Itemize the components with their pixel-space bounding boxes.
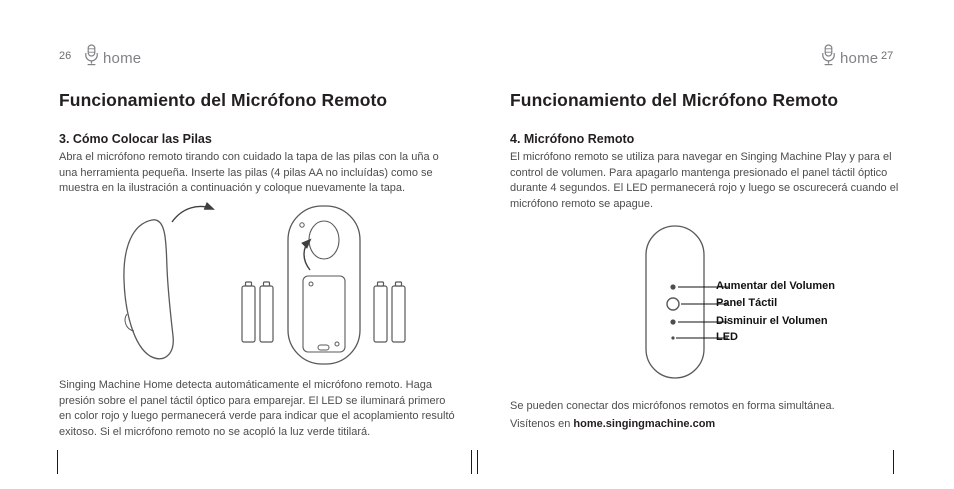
home-logo-left — [84, 44, 141, 67]
mic-back-view — [288, 206, 360, 364]
crop-mark-right — [893, 450, 894, 474]
crop-mark-center-a — [471, 450, 472, 474]
visit-us-text: Visítenos en — [510, 418, 574, 430]
crop-mark-left — [57, 450, 58, 474]
left-footer-text: Singing Machine Home detecta automáticamente el micrófono remoto. Haga presión sobre el panel táctil óptico para emparejar. El LED se iluminará primero en color rojo y luego permanecerá verde para indicar que el acoplamiento resultó exitoso. Si el micrófono remoto no se acopló la luz verde titilará. — [59, 379, 455, 438]
mic-side-view — [124, 220, 173, 359]
logo-text: home — [840, 50, 879, 67]
volume-up-button — [670, 284, 675, 289]
left-section-heading: 3. Cómo Colocar las Pilas — [59, 132, 212, 146]
battery-installation-illustration — [112, 198, 442, 376]
microphone-icon — [84, 44, 99, 67]
touch-panel-button — [667, 298, 679, 310]
label-touch-panel: Panel Táctil — [716, 297, 778, 309]
left-page-number: 26 — [59, 50, 72, 62]
right-section-heading: 4. Micrófono Remoto — [510, 132, 635, 146]
label-volume-down: Disminuir el Volumen — [716, 315, 828, 327]
crop-mark-center-b — [477, 450, 478, 474]
right-body-text: El micrófono remoto se utiliza para navegar en Singing Machine Play y para el control de volumen. Para apagarlo mantenga presionado el panel táctil óptico durante 4 segundos. El LED permanecerá rojo y luego se oscurecerá cuando el micrófono remoto se apague. — [510, 151, 899, 210]
right-page-title: Funcionamiento del Micrófono Remoto — [510, 90, 839, 110]
home-logo-right — [821, 44, 878, 67]
logo-text: home — [103, 50, 142, 67]
label-volume-up: Aumentar del Volumen — [716, 280, 835, 292]
left-body-text: Abra el micrófono remoto tirando con cuidado la tapa de las pilas con la uña o una herramienta pequeña. Inserte las pilas (4 pilas AA no incluídas) como se muestra en la ilustración a continuación y coloque nuevamente la tapa. — [59, 151, 439, 194]
label-led: LED — [716, 331, 738, 343]
right-footer-line2 — [510, 418, 715, 430]
led-indicator — [671, 336, 674, 339]
volume-down-button — [670, 319, 675, 324]
battery-pair-right — [374, 282, 405, 342]
battery-pair-left — [242, 282, 273, 342]
right-footer-line1: Se pueden conectar dos micrófonos remotos en forma simultánea. — [510, 400, 835, 412]
microphone-icon — [821, 44, 836, 67]
right-page-number: 27 — [881, 50, 894, 62]
website-url: home.singingmachine.com — [573, 418, 716, 430]
left-page-title: Funcionamiento del Micrófono Remoto — [59, 90, 388, 110]
arrow-open-cover — [172, 207, 213, 222]
